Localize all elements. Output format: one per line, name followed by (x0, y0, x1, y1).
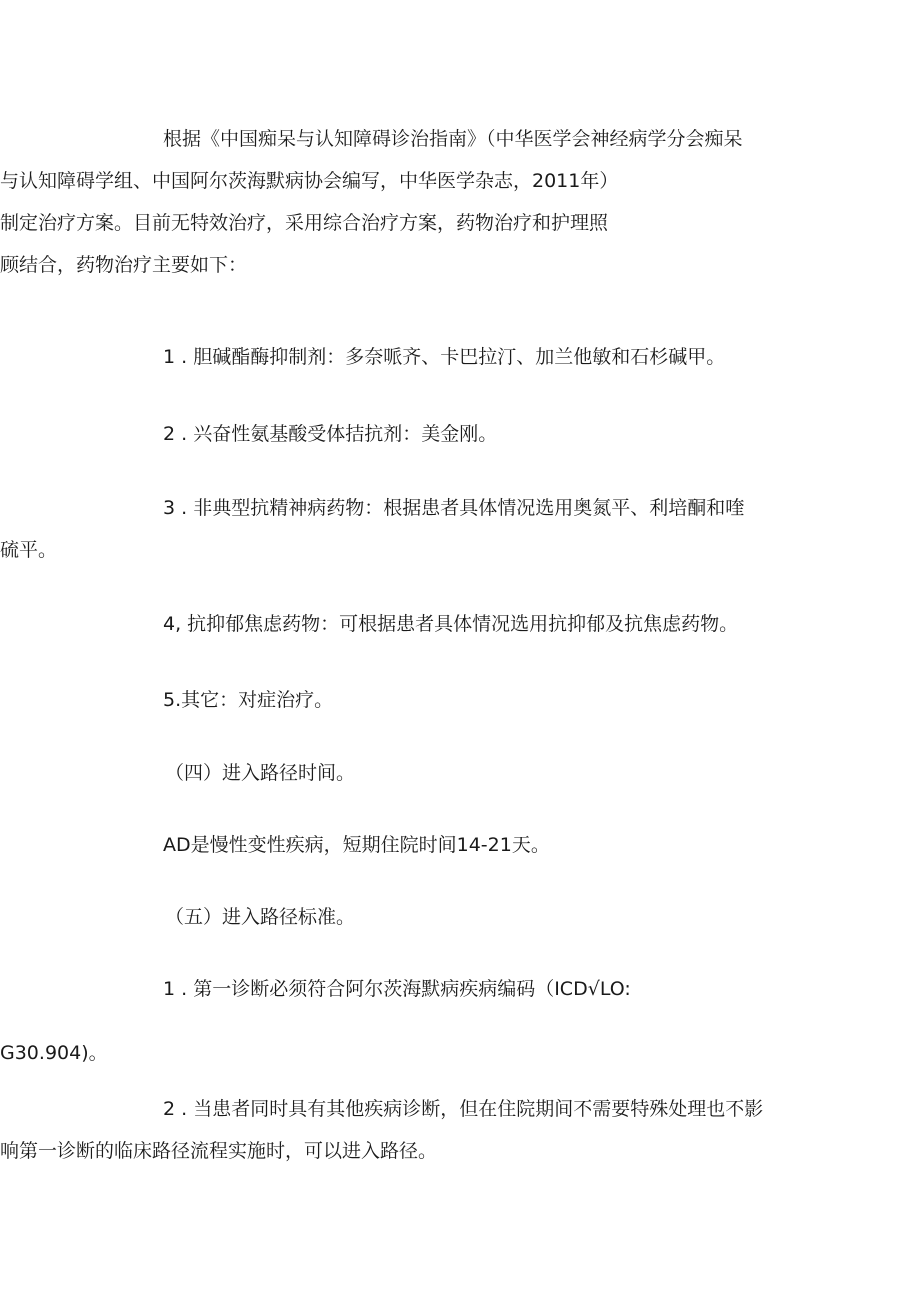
text-line: 1 . 胆碱酯酶抑制剂：多奈哌齐、卡巴拉汀、加兰他敏和石杉碱甲。 (163, 346, 726, 368)
text-line: 根据《中国痴呆与认知障碍诊治指南》（中华医学会神经病学分会痴呆 (163, 128, 743, 150)
text-line: 与认知障碍学组、中国阿尔茨海默病协会编写，中华医学杂志，2011年） (0, 170, 619, 192)
text-line: 4, 抗抑郁焦虑药物：可根据患者具体情况选用抗抑郁及抗焦虑药物。 (163, 613, 739, 635)
paragraph-admission-time (163, 824, 803, 866)
section-heading-5 (165, 896, 805, 938)
paragraph-criteria-1 (0, 968, 803, 1074)
paragraph-item-1-cholinesterase (163, 336, 803, 378)
paragraph-item-2-nmda (163, 413, 803, 455)
paragraph-item-3-antipsychotic (0, 487, 803, 571)
text-line: 制定治疗方案。目前无特效治疗，采用综合治疗方案，药物治疗和护理照 (0, 212, 609, 234)
text-line: （五）进入路径标准。 (165, 906, 356, 928)
text-line: 顾结合，药物治疗主要如下： (0, 254, 248, 276)
text-line: 2 . 兴奋性氨基酸受体拮抗剂：美金刚。 (163, 423, 498, 445)
text-line: 硫平。 (0, 539, 58, 561)
text-line: G30.904)。 (0, 1042, 108, 1064)
text-line: 2 . 当患者同时具有其他疾病诊断，但在住院期间不需要特殊处理也不影 (163, 1098, 764, 1120)
text-line: 3 . 非典型抗精神病药物：根据患者具体情况选用奥氮平、利培酮和喹 (163, 497, 745, 519)
paragraph-guideline-intro (0, 118, 803, 286)
text-line: 响第一诊断的临床路径流程实施时，可以进入路径。 (0, 1140, 438, 1162)
text-line: 1 . 第一诊断必须符合阿尔茨海默病疾病编码（ICD√LO: (163, 978, 631, 1000)
text-line: 5.其它：对症治疗。 (163, 689, 334, 711)
text-line: （四）进入路径时间。 (165, 762, 356, 784)
text-line: AD是慢性变性疾病，短期住院时间14-21天。 (163, 834, 550, 856)
paragraph-criteria-2 (0, 1088, 803, 1172)
section-heading-4 (165, 752, 805, 794)
paragraph-item-4-antidepressant (163, 603, 803, 645)
paragraph-item-5-other (163, 679, 803, 721)
